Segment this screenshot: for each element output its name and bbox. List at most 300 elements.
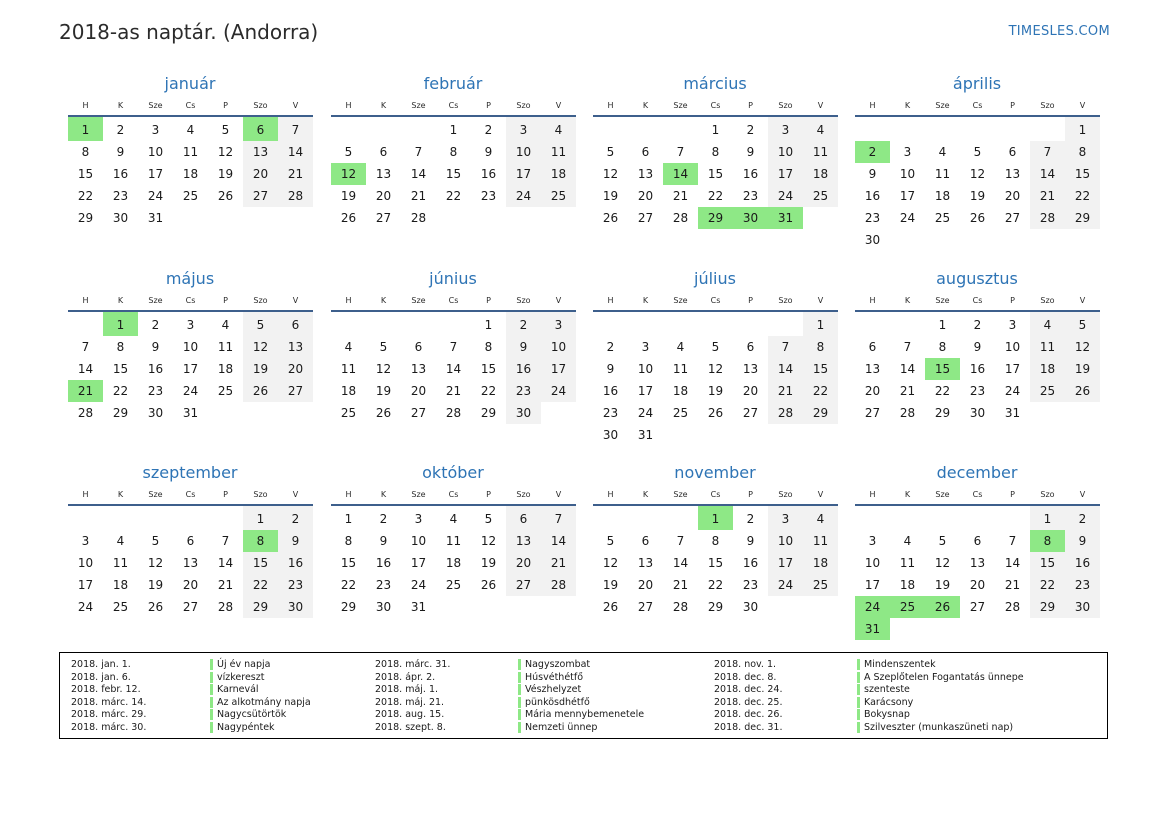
day-cell: 11 bbox=[672, 362, 689, 376]
day-cell: 9 bbox=[484, 145, 493, 159]
day-cell: 25 bbox=[217, 384, 234, 398]
day-cell: 18 bbox=[934, 189, 951, 203]
legend-holiday-name: Nagypéntek bbox=[210, 722, 275, 733]
weekday-header: Szo bbox=[243, 291, 278, 311]
day-cell: 30 bbox=[1065, 596, 1100, 618]
day-cell: 12 bbox=[602, 167, 619, 181]
day-cell: 6 bbox=[414, 340, 423, 354]
day-cell: 25 bbox=[1030, 380, 1065, 402]
day-cell: 30 bbox=[375, 600, 392, 614]
legend-date: 2018. nov. 1. bbox=[714, 659, 777, 670]
day-cell: 21 bbox=[899, 384, 916, 398]
day-cell: 10 bbox=[410, 534, 427, 548]
weekday-header: Sze bbox=[925, 291, 960, 311]
legend-dates-col-1 bbox=[71, 659, 146, 735]
day-cell: 5 bbox=[243, 311, 278, 336]
day-cell: 18 bbox=[217, 362, 234, 376]
day-cell: 26 bbox=[707, 406, 724, 420]
day-cell: 19 bbox=[602, 189, 619, 203]
day-cell: 2 bbox=[278, 505, 313, 530]
day-cell: 13 bbox=[375, 167, 392, 181]
day-cell: 10 bbox=[147, 145, 164, 159]
day-cell: 27 bbox=[243, 185, 278, 207]
weekday-header: K bbox=[628, 291, 663, 311]
weekday-header: V bbox=[1065, 291, 1100, 311]
legend-holiday-name: Karnevál bbox=[210, 684, 259, 695]
day-cell: 11 bbox=[112, 556, 129, 570]
day-cell: 20 bbox=[182, 578, 199, 592]
day-cell: 16 bbox=[742, 167, 759, 181]
day-cell: 19 bbox=[340, 189, 357, 203]
day-cell: 9 bbox=[506, 336, 541, 358]
day-cell: 3 bbox=[541, 311, 576, 336]
day-cell: 31 bbox=[637, 428, 654, 442]
day-cell: 19 bbox=[602, 578, 619, 592]
day-cell: 15 bbox=[1065, 163, 1100, 185]
day-cell: 28 bbox=[445, 406, 462, 420]
empty-cell bbox=[768, 424, 803, 446]
weekday-header: Szo bbox=[506, 96, 541, 116]
day-cell: 25 bbox=[541, 185, 576, 207]
legend-date: 2018. szept. 8. bbox=[375, 721, 446, 733]
day-cell: 4 bbox=[803, 505, 838, 530]
day-cell: 14 bbox=[77, 362, 94, 376]
empty-cell bbox=[331, 116, 366, 141]
weekday-header: Sze bbox=[663, 485, 698, 505]
day-cell: 4 bbox=[221, 318, 230, 332]
day-cell: 7 bbox=[449, 340, 458, 354]
day-cell: 16 bbox=[278, 552, 313, 574]
weekday-header: Szo bbox=[506, 291, 541, 311]
day-cell: 11 bbox=[899, 556, 916, 570]
day-cell: 21 bbox=[410, 189, 427, 203]
day-cell: 17 bbox=[1004, 362, 1021, 376]
day-cell: 26 bbox=[217, 189, 234, 203]
day-cell: 16 bbox=[375, 556, 392, 570]
month-title: október bbox=[422, 463, 484, 482]
empty-cell bbox=[208, 505, 243, 530]
month-calendar bbox=[68, 72, 313, 229]
day-cell: 23 bbox=[112, 189, 129, 203]
day-cell: 19 bbox=[217, 167, 234, 181]
weekday-header: H bbox=[331, 96, 366, 116]
day-cell: 14 bbox=[278, 141, 313, 163]
day-cell: 24 bbox=[768, 574, 803, 596]
day-cell: 6 bbox=[641, 145, 650, 159]
legend-holiday-name: Mária mennybemenetele bbox=[518, 709, 644, 720]
day-cell: 7 bbox=[676, 145, 685, 159]
weekday-header: Cs bbox=[436, 96, 471, 116]
day-cell: 11 bbox=[445, 534, 462, 548]
day-cell: 4 bbox=[186, 123, 195, 137]
day-cell: 3 bbox=[1008, 318, 1017, 332]
day-cell: 27 bbox=[278, 380, 313, 402]
empty-cell bbox=[733, 424, 768, 446]
day-cell: 12 bbox=[934, 556, 951, 570]
empty-cell bbox=[960, 505, 995, 530]
weekday-header: K bbox=[366, 291, 401, 311]
day-cell: 20 bbox=[410, 384, 427, 398]
day-cell: 13 bbox=[1004, 167, 1021, 181]
legend-holiday-name: vízkereszt bbox=[210, 672, 264, 683]
day-cell: 25 bbox=[803, 185, 838, 207]
legend-date: 2018. aug. 15. bbox=[375, 709, 445, 721]
day-cell: 27 bbox=[410, 406, 427, 420]
day-cell: 16 bbox=[1065, 552, 1100, 574]
day-cell: 17 bbox=[768, 163, 803, 185]
day-cell: 14 bbox=[663, 163, 698, 185]
day-cell: 8 bbox=[243, 530, 278, 552]
day-cell: 22 bbox=[803, 380, 838, 402]
day-cell: 22 bbox=[1030, 574, 1065, 596]
day-cell: 19 bbox=[480, 556, 497, 570]
empty-cell bbox=[471, 207, 506, 229]
empty-cell bbox=[855, 116, 890, 141]
day-cell: 4 bbox=[541, 116, 576, 141]
weekday-header: V bbox=[803, 291, 838, 311]
empty-cell bbox=[925, 618, 960, 640]
day-cell: 15 bbox=[1030, 552, 1065, 574]
day-cell: 20 bbox=[637, 578, 654, 592]
weekday-header: H bbox=[331, 291, 366, 311]
day-cell: 9 bbox=[151, 340, 160, 354]
day-cell: 29 bbox=[1065, 207, 1100, 229]
month-title: június bbox=[429, 269, 477, 288]
month-title: november bbox=[674, 463, 756, 482]
weekday-header: V bbox=[278, 485, 313, 505]
day-cell: 21 bbox=[217, 578, 234, 592]
day-cell: 28 bbox=[768, 402, 803, 424]
day-cell: 16 bbox=[602, 384, 619, 398]
day-cell: 6 bbox=[278, 311, 313, 336]
day-cell: 18 bbox=[672, 384, 689, 398]
empty-cell bbox=[628, 505, 663, 530]
day-cell: 23 bbox=[864, 211, 881, 225]
day-cell: 12 bbox=[147, 556, 164, 570]
empty-cell bbox=[855, 505, 890, 530]
day-cell: 27 bbox=[864, 406, 881, 420]
day-cell: 5 bbox=[606, 145, 615, 159]
day-cell: 19 bbox=[969, 189, 986, 203]
day-cell: 9 bbox=[116, 145, 125, 159]
day-cell: 12 bbox=[217, 145, 234, 159]
day-cell: 21 bbox=[445, 384, 462, 398]
day-cell: 24 bbox=[637, 406, 654, 420]
empty-cell bbox=[1030, 116, 1065, 141]
legend-names-col-2 bbox=[518, 659, 644, 735]
empty-cell bbox=[663, 505, 698, 530]
day-cell: 28 bbox=[410, 211, 427, 225]
day-cell: 27 bbox=[637, 600, 654, 614]
day-cell: 30 bbox=[506, 402, 541, 424]
day-cell: 26 bbox=[243, 380, 278, 402]
legend-date: 2018. jan. 6. bbox=[71, 671, 131, 683]
day-cell: 27 bbox=[969, 600, 986, 614]
day-cell: 5 bbox=[711, 340, 720, 354]
weekday-header: Cs bbox=[436, 485, 471, 505]
day-cell: 5 bbox=[606, 534, 615, 548]
empty-cell bbox=[1030, 402, 1065, 424]
day-cell: 16 bbox=[112, 167, 129, 181]
day-cell: 28 bbox=[1030, 207, 1065, 229]
day-cell: 3 bbox=[151, 123, 160, 137]
weekday-header: H bbox=[855, 485, 890, 505]
day-cell: 21 bbox=[672, 578, 689, 592]
day-cell: 23 bbox=[969, 384, 986, 398]
day-cell: 8 bbox=[81, 145, 90, 159]
day-cell: 10 bbox=[768, 141, 803, 163]
day-cell: 6 bbox=[973, 534, 982, 548]
day-cell: 30 bbox=[147, 406, 164, 420]
month-calendar bbox=[331, 72, 576, 229]
empty-cell bbox=[366, 116, 401, 141]
empty-cell bbox=[698, 424, 733, 446]
day-cell: 29 bbox=[243, 596, 278, 618]
day-cell: 26 bbox=[375, 406, 392, 420]
empty-cell bbox=[278, 207, 313, 229]
day-cell: 21 bbox=[768, 380, 803, 402]
day-cell: 25 bbox=[182, 189, 199, 203]
day-cell: 3 bbox=[81, 534, 90, 548]
day-cell: 8 bbox=[1065, 141, 1100, 163]
weekday-header: H bbox=[855, 291, 890, 311]
empty-cell bbox=[960, 116, 995, 141]
day-cell: 29 bbox=[340, 600, 357, 614]
day-cell: 26 bbox=[1065, 380, 1100, 402]
day-cell: 27 bbox=[637, 211, 654, 225]
empty-cell bbox=[278, 402, 313, 424]
day-cell: 6 bbox=[746, 340, 755, 354]
weekday-header: H bbox=[593, 96, 628, 116]
day-cell: 28 bbox=[77, 406, 94, 420]
day-cell: 1 bbox=[803, 311, 838, 336]
empty-cell bbox=[995, 505, 1030, 530]
legend-holiday-name: A Szeplőtelen Fogantatás ünnepe bbox=[857, 672, 1024, 683]
day-cell: 25 bbox=[112, 600, 129, 614]
day-cell: 8 bbox=[711, 534, 720, 548]
weekday-header: Sze bbox=[138, 291, 173, 311]
weekday-header: K bbox=[890, 96, 925, 116]
weekday-header: Cs bbox=[436, 291, 471, 311]
weekday-header: K bbox=[890, 291, 925, 311]
empty-cell bbox=[890, 505, 925, 530]
legend-holiday-name: Szilveszter (munkaszüneti nap) bbox=[857, 722, 1013, 733]
weekday-header: V bbox=[278, 291, 313, 311]
site-brand-link[interactable]: TIMESLES.COM bbox=[1008, 24, 1110, 39]
day-cell: 4 bbox=[676, 340, 685, 354]
month-title: augusztus bbox=[936, 269, 1018, 288]
legend-date: 2018. ápr. 2. bbox=[375, 671, 436, 683]
day-cell: 17 bbox=[637, 384, 654, 398]
day-cell: 21 bbox=[278, 163, 313, 185]
weekday-header: V bbox=[1065, 96, 1100, 116]
empty-cell bbox=[506, 207, 541, 229]
legend-holiday-name: Nagyszombat bbox=[518, 659, 590, 670]
weekday-header: P bbox=[733, 291, 768, 311]
day-cell: 8 bbox=[1030, 530, 1065, 552]
day-cell: 22 bbox=[112, 384, 129, 398]
day-cell: 7 bbox=[278, 116, 313, 141]
day-cell: 11 bbox=[803, 141, 838, 163]
day-cell: 15 bbox=[243, 552, 278, 574]
day-cell: 4 bbox=[116, 534, 125, 548]
day-cell: 31 bbox=[1004, 406, 1021, 420]
empty-cell bbox=[208, 207, 243, 229]
day-cell: 2 bbox=[1065, 505, 1100, 530]
day-cell: 7 bbox=[1008, 534, 1017, 548]
day-cell: 16 bbox=[147, 362, 164, 376]
legend-holiday-name: szenteste bbox=[857, 684, 910, 695]
day-cell: 18 bbox=[803, 552, 838, 574]
day-cell: 14 bbox=[445, 362, 462, 376]
month-calendar bbox=[855, 267, 1100, 424]
day-cell: 22 bbox=[340, 578, 357, 592]
day-cell: 13 bbox=[243, 141, 278, 163]
day-cell: 16 bbox=[742, 556, 759, 570]
weekday-header: V bbox=[803, 96, 838, 116]
day-cell: 10 bbox=[541, 336, 576, 358]
legend-dates-col-3 bbox=[714, 659, 782, 735]
weekday-header: Sze bbox=[925, 485, 960, 505]
weekday-header: Cs bbox=[173, 96, 208, 116]
day-cell: 13 bbox=[969, 556, 986, 570]
empty-cell bbox=[541, 402, 576, 424]
day-cell: 9 bbox=[606, 362, 615, 376]
day-cell: 14 bbox=[899, 362, 916, 376]
day-cell: 5 bbox=[938, 534, 947, 548]
day-cell: 28 bbox=[541, 574, 576, 596]
day-cell: 2 bbox=[973, 318, 982, 332]
day-cell: 25 bbox=[672, 406, 689, 420]
day-cell: 4 bbox=[344, 340, 353, 354]
day-cell: 1 bbox=[243, 505, 278, 530]
day-cell: 12 bbox=[602, 556, 619, 570]
day-cell: 31 bbox=[855, 618, 890, 640]
day-cell: 27 bbox=[742, 406, 759, 420]
legend-date: 2018. márc. 31. bbox=[375, 659, 451, 670]
legend-date: 2018. márc. 14. bbox=[71, 696, 147, 708]
day-cell: 18 bbox=[541, 163, 576, 185]
day-cell: 2 bbox=[746, 123, 755, 137]
empty-cell bbox=[890, 311, 925, 336]
day-cell: 15 bbox=[707, 556, 724, 570]
day-cell: 3 bbox=[868, 534, 877, 548]
weekday-header: Cs bbox=[698, 291, 733, 311]
day-cell: 12 bbox=[375, 362, 392, 376]
weekday-header: Cs bbox=[173, 291, 208, 311]
day-cell: 15 bbox=[445, 167, 462, 181]
month-title: május bbox=[165, 269, 215, 288]
day-cell: 24 bbox=[147, 189, 164, 203]
empty-cell bbox=[663, 311, 698, 336]
day-cell: 20 bbox=[506, 552, 541, 574]
weekday-header: Szo bbox=[243, 485, 278, 505]
day-cell: 21 bbox=[1004, 578, 1021, 592]
day-cell: 6 bbox=[379, 145, 388, 159]
day-cell: 18 bbox=[803, 163, 838, 185]
day-cell: 2 bbox=[746, 512, 755, 526]
day-cell: 19 bbox=[934, 578, 951, 592]
weekday-header: Sze bbox=[663, 291, 698, 311]
weekday-header: K bbox=[366, 485, 401, 505]
day-cell: 26 bbox=[340, 211, 357, 225]
day-cell: 28 bbox=[672, 600, 689, 614]
day-cell: 24 bbox=[410, 578, 427, 592]
month-calendar bbox=[593, 461, 838, 618]
day-cell: 1 bbox=[698, 505, 733, 530]
day-cell: 12 bbox=[1065, 336, 1100, 358]
day-cell: 5 bbox=[484, 512, 493, 526]
day-cell: 24 bbox=[182, 384, 199, 398]
day-cell: 25 bbox=[445, 578, 462, 592]
empty-cell bbox=[628, 311, 663, 336]
empty-cell bbox=[995, 116, 1030, 141]
day-cell: 15 bbox=[112, 362, 129, 376]
day-cell: 23 bbox=[1065, 574, 1100, 596]
day-cell: 3 bbox=[641, 340, 650, 354]
day-cell: 15 bbox=[340, 556, 357, 570]
day-cell: 29 bbox=[698, 207, 733, 229]
empty-cell bbox=[890, 229, 925, 251]
day-cell: 24 bbox=[899, 211, 916, 225]
weekday-header: Sze bbox=[401, 96, 436, 116]
legend-date: 2018. febr. 12. bbox=[71, 684, 141, 696]
empty-cell bbox=[663, 116, 698, 141]
legend-holiday-name: Karácsony bbox=[857, 697, 913, 708]
weekday-header: P bbox=[208, 96, 243, 116]
legend-holiday-name: Új év napja bbox=[210, 659, 270, 670]
day-cell: 19 bbox=[147, 578, 164, 592]
empty-cell bbox=[541, 596, 576, 618]
day-cell: 2 bbox=[379, 512, 388, 526]
weekday-header: H bbox=[593, 291, 628, 311]
weekday-header: P bbox=[733, 96, 768, 116]
day-cell: 22 bbox=[77, 189, 94, 203]
day-cell: 30 bbox=[733, 207, 768, 229]
day-cell: 26 bbox=[480, 578, 497, 592]
legend-date: 2018. dec. 26. bbox=[714, 709, 783, 721]
day-cell: 11 bbox=[541, 141, 576, 163]
day-cell: 4 bbox=[1030, 311, 1065, 336]
day-cell: 8 bbox=[484, 340, 493, 354]
day-cell: 16 bbox=[506, 358, 541, 380]
legend-holiday-name: Vészhelyzet bbox=[518, 684, 581, 695]
weekday-header: P bbox=[995, 291, 1030, 311]
day-cell: 2 bbox=[484, 123, 493, 137]
empty-cell bbox=[243, 402, 278, 424]
legend-holiday-name: pünkösdhétfő bbox=[518, 697, 590, 708]
day-cell: 30 bbox=[864, 233, 881, 247]
day-cell: 10 bbox=[899, 167, 916, 181]
day-cell: 19 bbox=[375, 384, 392, 398]
day-cell: 31 bbox=[182, 406, 199, 420]
empty-cell bbox=[925, 505, 960, 530]
day-cell: 10 bbox=[768, 530, 803, 552]
day-cell: 21 bbox=[68, 380, 103, 402]
month-title: december bbox=[936, 463, 1018, 482]
day-cell: 26 bbox=[602, 600, 619, 614]
day-cell: 2 bbox=[855, 141, 890, 163]
empty-cell bbox=[593, 116, 628, 141]
legend-dates-col-2 bbox=[375, 659, 450, 735]
empty-cell bbox=[436, 311, 471, 336]
day-cell: 29 bbox=[112, 406, 129, 420]
day-cell: 4 bbox=[903, 534, 912, 548]
empty-cell bbox=[1065, 229, 1100, 251]
empty-cell bbox=[803, 424, 838, 446]
empty-cell bbox=[628, 116, 663, 141]
weekday-header: Szo bbox=[1030, 96, 1065, 116]
